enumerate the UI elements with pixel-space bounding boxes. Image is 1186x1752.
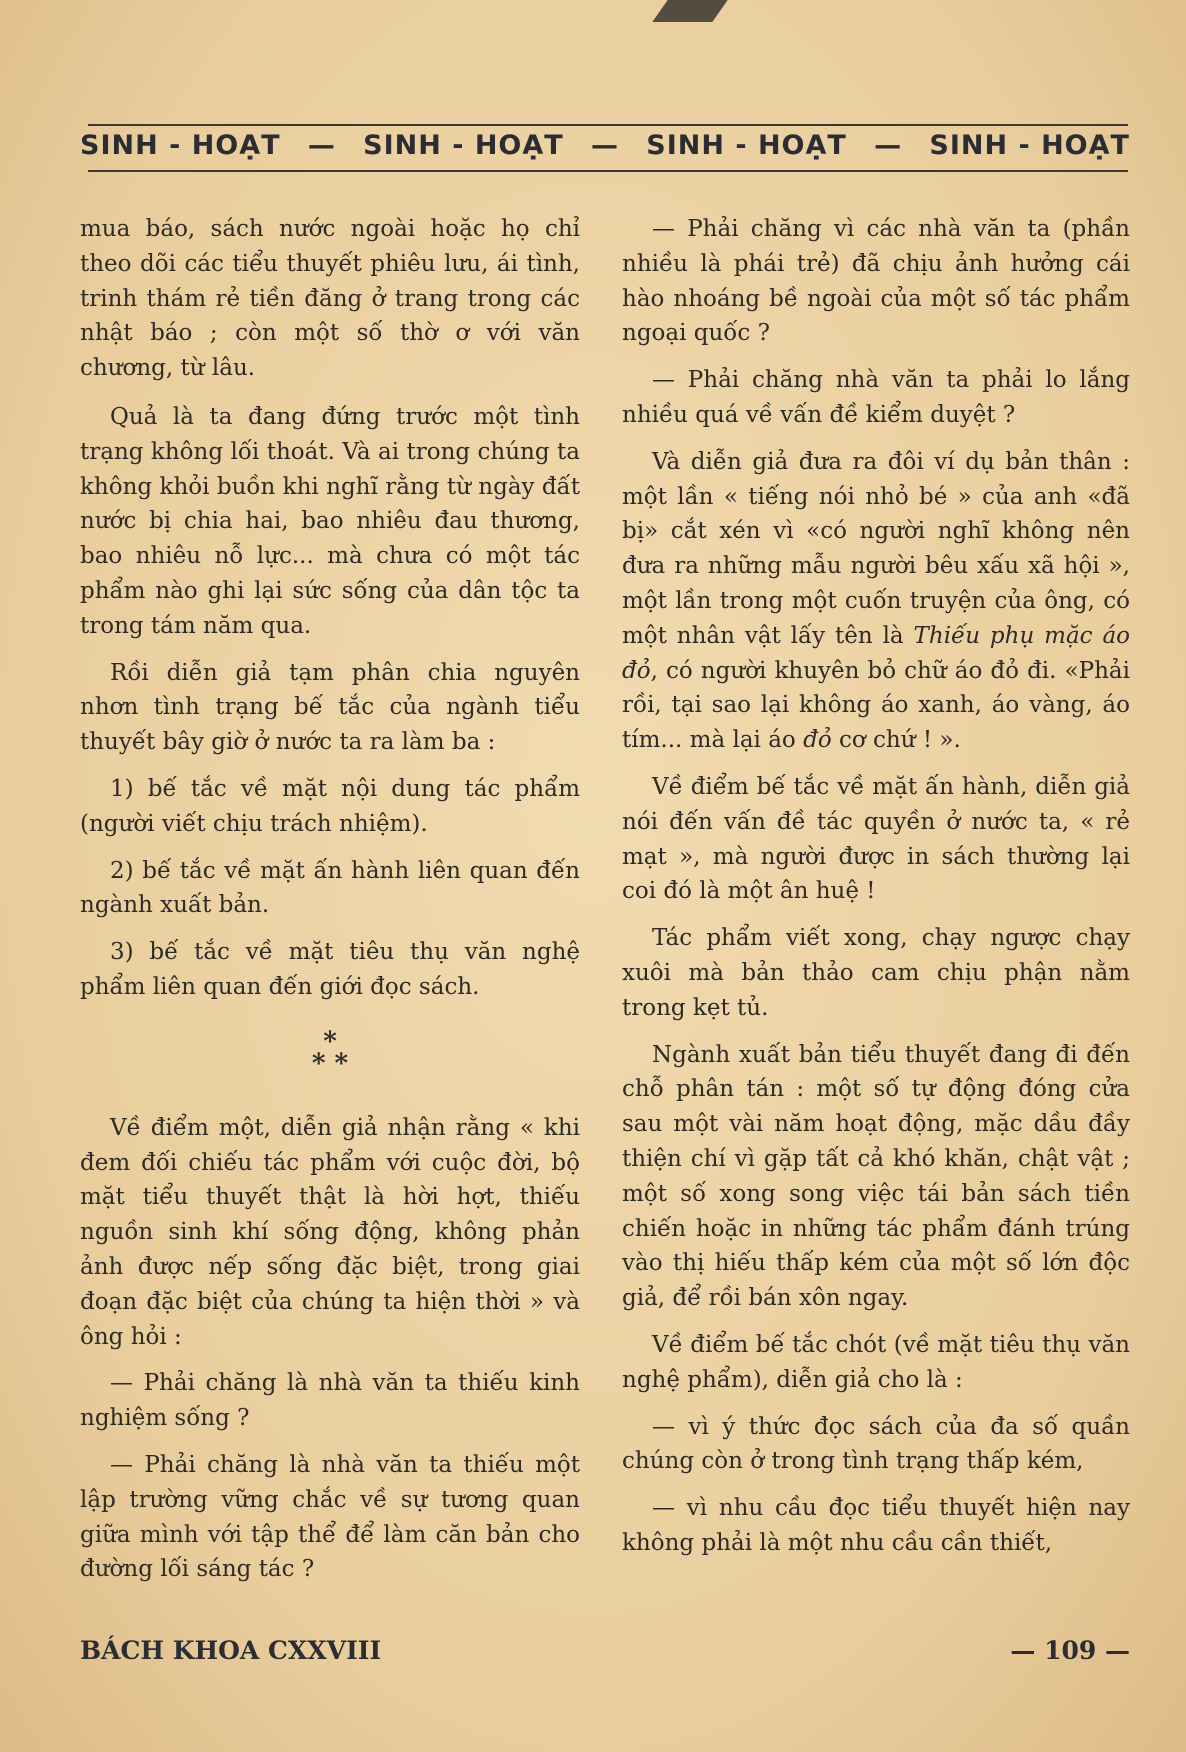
page-fold-mark <box>652 0 727 22</box>
asterisk-bottom: * * <box>311 1048 349 1079</box>
text-run: cơ chứ ! ». <box>831 727 961 754</box>
dialog-line: — Phải chăng là nhà văn ta thiếu một lập trường vững chắc về sự tương quan giữa mình với tập thể để làm căn bản cho đường lối sáng tác ? <box>80 1451 580 1583</box>
paragraph: Về điểm bế tắc chót (về mặt tiêu thụ văn nghệ phẩm), diễn giả cho là : <box>622 1331 1130 1393</box>
paragraph: Tác phẩm viết xong, chạy ngược chạy xuôi mà bản thảo cam chịu phận nằm trong kẹt tủ. <box>622 925 1130 1021</box>
page-number: — 109 — <box>1010 1636 1130 1665</box>
section-header <box>80 130 1130 161</box>
header-separator-3: — <box>874 130 903 161</box>
paragraph <box>622 445 1130 758</box>
paragraph: Về điểm một, diễn giả nhận rằng « khi đem đối chiếu tác phẩm với cuộc đời, bộ mặt tiểu thuyết thật là hời hợt, thiếu nguồn sinh khí sống động, không phản ảnh được nếp sống đặc biệt, trong giai đoạn đặc biệt của chúng ta hiện thời » và ông hỏi : <box>80 1114 580 1350</box>
header-separator-2: — <box>590 130 619 161</box>
asterisk-top: * <box>323 1026 337 1057</box>
right-column <box>622 212 1130 1573</box>
dialog-line: — Phải chăng là nhà văn ta thiếu kinh nghiệm sống ? <box>80 1370 580 1432</box>
publication-name: BÁCH KHOA CXXVIII <box>80 1636 382 1665</box>
paragraph: Quả là ta đang đứng trước một tình trạng không lối thoát. Và ai trong chúng ta không khỏi buồn khi nghĩ rằng từ ngày đất nước bị chia hai, bao nhiêu đau thương, bao nhiêu nỗ lực... mà chưa có một tác phẩm nào ghi lại sức sống của dân tộc ta trong tám năm qua. <box>80 403 580 639</box>
emphasis: đỏ <box>803 727 832 754</box>
text-run: Và diễn giả đưa ra đôi ví dụ bản thân : một lần « tiếng nói nhỏ bé » của anh «đã bị» cắt xén vì «có người nghĩ không nên đưa ra những mẫu người bêu xấu xã hội », một lần trong một cuốn truyện của ông, có một nhân vật lấy tên là <box>622 448 1130 649</box>
dialog-line: — vì nhu cầu đọc tiểu thuyết hiện nay không phải là một nhu cầu cần thiết, <box>622 1495 1130 1556</box>
header-item-1: SINH - HOẠT <box>80 130 281 161</box>
section-divider-asterisks <box>80 1026 580 1079</box>
book-title: Thiếu phụ mặc áo đỏ <box>622 622 1131 684</box>
paragraph: Ngành xuất bản tiểu thuyết đang đi đến chỗ phân tán : một số tự động đóng cửa sau một vài năm hoạt động, mặc dầu đầy thiện chí vì gặp tất cả khó khăn, chật vật ; một số xong song việc tái bản sách tiền chiến hoặc in những tác phẩm đánh trúng vào thị hiếu thấp kém của một số lớn độc giả, để rồi bán xôn ngay. <box>622 1041 1130 1312</box>
header-item-3: SINH - HOẠT <box>646 130 847 161</box>
list-item: 1) bế tắc về mặt nội dung tác phẩm (người viết chịu trách nhiệm). <box>80 775 580 837</box>
dialog-line: — Phải chăng nhà văn ta phải lo lắng nhiều quá về vấn đề kiểm duyệt ? <box>622 367 1130 428</box>
list-item: 3) bế tắc về mặt tiêu thụ văn nghệ phẩm liên quan đến giới đọc sách. <box>80 939 580 1000</box>
text-run: , có người khuyên bỏ chữ áo đỏ đi. «Phải rồi, tại sao lại không áo xanh, áo vàng, áo tím... mà lại áo <box>622 657 1130 754</box>
paragraph: Về điểm bế tắc về mặt ấn hành, diễn giả nói đến vấn đề tác quyền ở nước ta, « rẻ mạt », mà người được in sách thường lại coi đó là một ân huệ ! <box>622 773 1130 905</box>
header-separator-1: — <box>307 130 336 161</box>
header-bottom-rule <box>88 170 1128 172</box>
list-item: 2) bế tắc về mặt ấn hành liên quan đến ngành xuất bản. <box>80 857 580 919</box>
left-column <box>80 212 580 1599</box>
dialog-line: — Phải chăng vì các nhà văn ta (phần nhiều là phái trẻ) đã chịu ảnh hưởng cái hào nhoáng bề ngoài của một số tác phẩm ngoại quốc ? <box>622 216 1130 347</box>
dialog-line: — vì ý thức đọc sách của đa số quần chúng còn ở trong tình trạng thấp kém, <box>622 1413 1130 1475</box>
header-top-rule <box>88 124 1128 126</box>
paragraph: mua báo, sách nước ngoài hoặc họ chỉ theo dõi các tiểu thuyết phiêu lưu, ái tình, trinh thám rẻ tiền đăng ở trang trong các nhật báo ; còn một số thờ ơ với văn chương, từ lâu. <box>80 216 580 382</box>
header-item-4: SINH - HOẠT <box>929 130 1130 161</box>
header-item-2: SINH - HOẠT <box>363 130 564 161</box>
page-footer <box>80 1636 1130 1665</box>
paragraph: Rồi diễn giả tạm phân chia nguyên nhơn tình trạng bế tắc của ngành tiểu thuyết bây giờ ở nước ta ra làm ba : <box>80 659 580 756</box>
